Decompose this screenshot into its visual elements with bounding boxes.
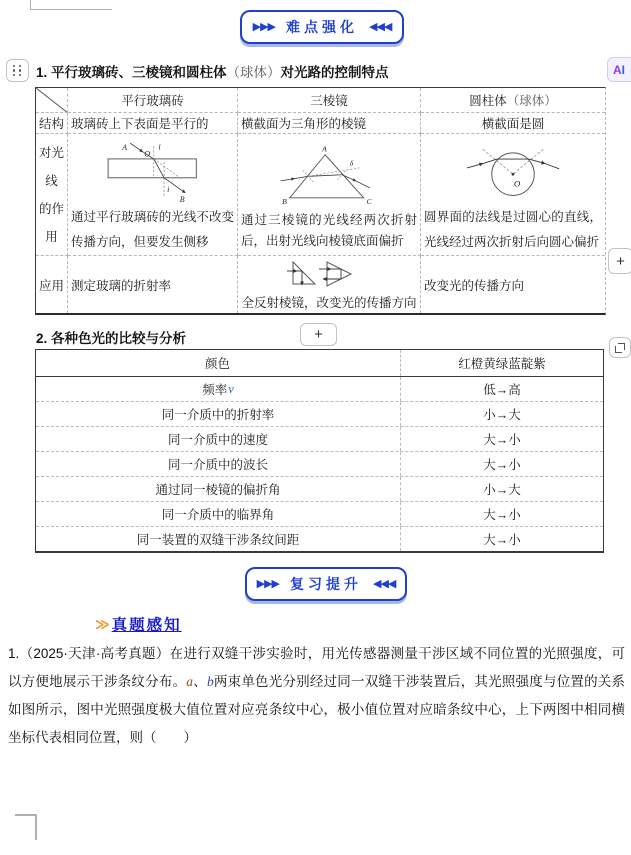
ai-assistant-button[interactable]	[607, 57, 631, 82]
ai-button-label-a: A	[613, 62, 622, 77]
expand-icon	[615, 343, 625, 353]
plus-icon: +	[314, 326, 323, 343]
question-seg2: 两束单色光分别经过同一双缝干涉装置后，其光照强度与位置的关系如图所示，图中光照强度极大值位置对应亮条纹中心，极小值位置对应暗条纹中心，上下两图中相同横坐标代表相同位置，则（ ）	[8, 674, 626, 745]
label-delta: δ	[349, 158, 354, 168]
section2-heading	[36, 327, 186, 347]
optics-control-table	[35, 87, 606, 315]
label-O: O	[513, 178, 521, 189]
variable-b: b	[206, 674, 214, 689]
question-sep: 、	[193, 674, 207, 689]
question-paragraph	[8, 640, 625, 752]
header-cylinder-text: 圆柱体	[469, 94, 507, 108]
row-label: 颜色	[204, 357, 230, 371]
insert-block-button-middle[interactable]	[300, 323, 337, 346]
page-break-mark-top-horizontal	[30, 9, 112, 10]
banner-review-improve	[245, 567, 407, 601]
total-reflection-prisms-diagram	[284, 259, 374, 291]
triple-right-arrows-icon: ▶▶▶	[252, 20, 275, 33]
label-i-bottom: i	[166, 184, 169, 194]
table2-label-cell	[36, 527, 401, 551]
row-label: 同一介质中的临界角	[161, 508, 275, 522]
section2-number: 2.	[36, 331, 48, 346]
effect-prism-caption: 通过三棱镜的光线经两次折射后，出射光线向棱镜底面偏折	[241, 213, 417, 248]
row-label: 频率	[202, 383, 228, 397]
table2-value-cell: 大→小	[483, 533, 521, 547]
table-row	[36, 426, 603, 451]
effect-label-line2: 的作用	[38, 201, 64, 244]
table-row	[36, 501, 603, 526]
expand-icon-corner	[615, 346, 622, 353]
color-light-comparison-table	[35, 349, 604, 553]
label-B: B	[179, 195, 185, 203]
row-label: 同一介质中的折射率	[161, 408, 275, 422]
page-break-mark-bottom-vertical	[35, 814, 37, 840]
effect-cylinder-caption: 圆界面的法线是过圆心的直线，光线经过两次折射后向圆心偏折	[424, 210, 602, 249]
label-O: O	[143, 149, 150, 159]
row-label: 同一介质中的波长	[167, 458, 268, 472]
triple-right-arrows-icon: ▶▶▶	[256, 577, 279, 590]
section1-title-paren: （球体）	[226, 65, 281, 80]
table2-value-cell: 红橙黄绿蓝靛紫	[458, 357, 546, 371]
structure-cell-cylinder: 横截面是圆	[421, 113, 605, 134]
ai-button-label-i: I	[621, 62, 626, 77]
prism-diagram	[254, 144, 404, 204]
label-B: B	[282, 197, 287, 204]
table2-label-cell	[36, 350, 401, 376]
effect-label-line1: 对光线	[38, 145, 64, 188]
table-row	[36, 376, 603, 401]
table2-label-cell	[36, 377, 401, 401]
triple-left-arrows-icon: ◀◀◀	[373, 577, 396, 590]
table2-value-cell: 小→大	[483, 408, 521, 422]
table1-rowlabel-structure: 结构	[36, 113, 68, 134]
row-label: 同一介质中的速度	[167, 433, 268, 447]
table-row	[36, 526, 603, 551]
table2-value-cell: 小→大	[483, 483, 521, 497]
plus-icon: +	[616, 252, 625, 270]
double-chevron-icon: ≫	[95, 615, 110, 632]
table1-rowlabel-effect	[36, 134, 68, 256]
effect-cell-prism	[238, 134, 421, 256]
table-row	[36, 401, 603, 426]
application-prism-caption: 全反射棱镜，改变光的传播方向	[241, 296, 417, 310]
banner-title: 难点强化	[286, 19, 358, 35]
structure-cell-glass: 玻璃砖上下表面是平行的	[68, 113, 238, 134]
effect-cell-cylinder	[421, 134, 605, 256]
table1-header-glass-brick: 平行玻璃砖	[68, 88, 238, 113]
question-seg1: 1.（2025·天津·高考真题）在进行双缝干涉实验时，用光传感器测量干涉区域不同位置的光照强度，可以方便地展示干涉条纹分布。	[8, 646, 625, 689]
table2-value-cell: 大→小	[483, 508, 521, 522]
table1-corner-cell	[36, 88, 68, 113]
dot	[13, 69, 16, 72]
banner-title: 复习提升	[290, 576, 362, 592]
cylinder-diagram	[453, 144, 573, 199]
section1-heading	[36, 61, 389, 81]
page-break-mark-bottom-horizontal	[15, 814, 36, 816]
table2-value-cell: 大→小	[483, 433, 521, 447]
table-row	[36, 451, 603, 476]
row-label: 同一装置的双缝干涉条纹间距	[136, 533, 300, 547]
real-question-link[interactable]: 真题感知	[111, 617, 182, 634]
header-cylinder-paren: （球体）	[506, 94, 557, 108]
label-i-top: i	[158, 142, 161, 152]
table1-rowlabel-application: 应用	[36, 256, 68, 313]
table2-label-cell	[36, 477, 401, 501]
dot	[13, 65, 16, 68]
effect-glass-caption: 通过平行玻璃砖的光线不改变传播方向，但要发生侧移	[71, 210, 234, 249]
table2-label-cell	[36, 452, 401, 476]
label-A: A	[322, 144, 327, 154]
table2-label-cell	[36, 502, 401, 526]
diagonal-line	[36, 88, 68, 113]
table-row	[36, 350, 603, 376]
table2-label-cell	[36, 427, 401, 451]
row-label-var: ν	[228, 381, 234, 396]
glass-brick-diagram	[69, 140, 237, 203]
table-row	[36, 476, 603, 501]
table1-header-prism: 三棱镜	[238, 88, 421, 113]
table2-value-cell: 低→高	[483, 383, 521, 397]
drag-handle-button[interactable]	[6, 59, 29, 82]
application-cell-prism	[238, 256, 421, 313]
table1-header-cylinder	[421, 88, 605, 113]
section1-title-rest: 对光路的控制特点	[280, 65, 389, 80]
label-C: C	[366, 197, 372, 204]
table2-label-cell	[36, 402, 401, 426]
section1-number: 1.	[36, 65, 48, 80]
dot	[19, 74, 22, 77]
expand-view-button[interactable]	[609, 337, 631, 358]
drag-handle-icon	[13, 65, 23, 77]
triple-left-arrows-icon: ◀◀◀	[369, 20, 392, 33]
banner-difficulty-reinforce	[240, 10, 404, 44]
dot	[19, 65, 22, 68]
section2-title: 各种色光的比较与分析	[51, 331, 187, 346]
structure-cell-prism: 横截面为三角形的棱镜	[238, 113, 421, 134]
application-cell-cylinder: 改变光的传播方向	[424, 278, 525, 293]
insert-block-button-right[interactable]	[608, 248, 631, 274]
section1-title-main: 平行玻璃砖、三棱镜和圆柱体	[51, 65, 227, 80]
table2-value-cell: 大→小	[483, 458, 521, 472]
real-question-section-header	[95, 613, 182, 635]
effect-cell-glass	[68, 134, 238, 256]
application-cell-glass: 测定玻璃的折射率	[68, 256, 238, 313]
variable-a: a	[186, 674, 193, 689]
dot	[13, 74, 16, 77]
row-label: 通过同一棱镜的偏折角	[155, 483, 281, 497]
label-A: A	[121, 143, 127, 153]
dot	[19, 69, 22, 72]
